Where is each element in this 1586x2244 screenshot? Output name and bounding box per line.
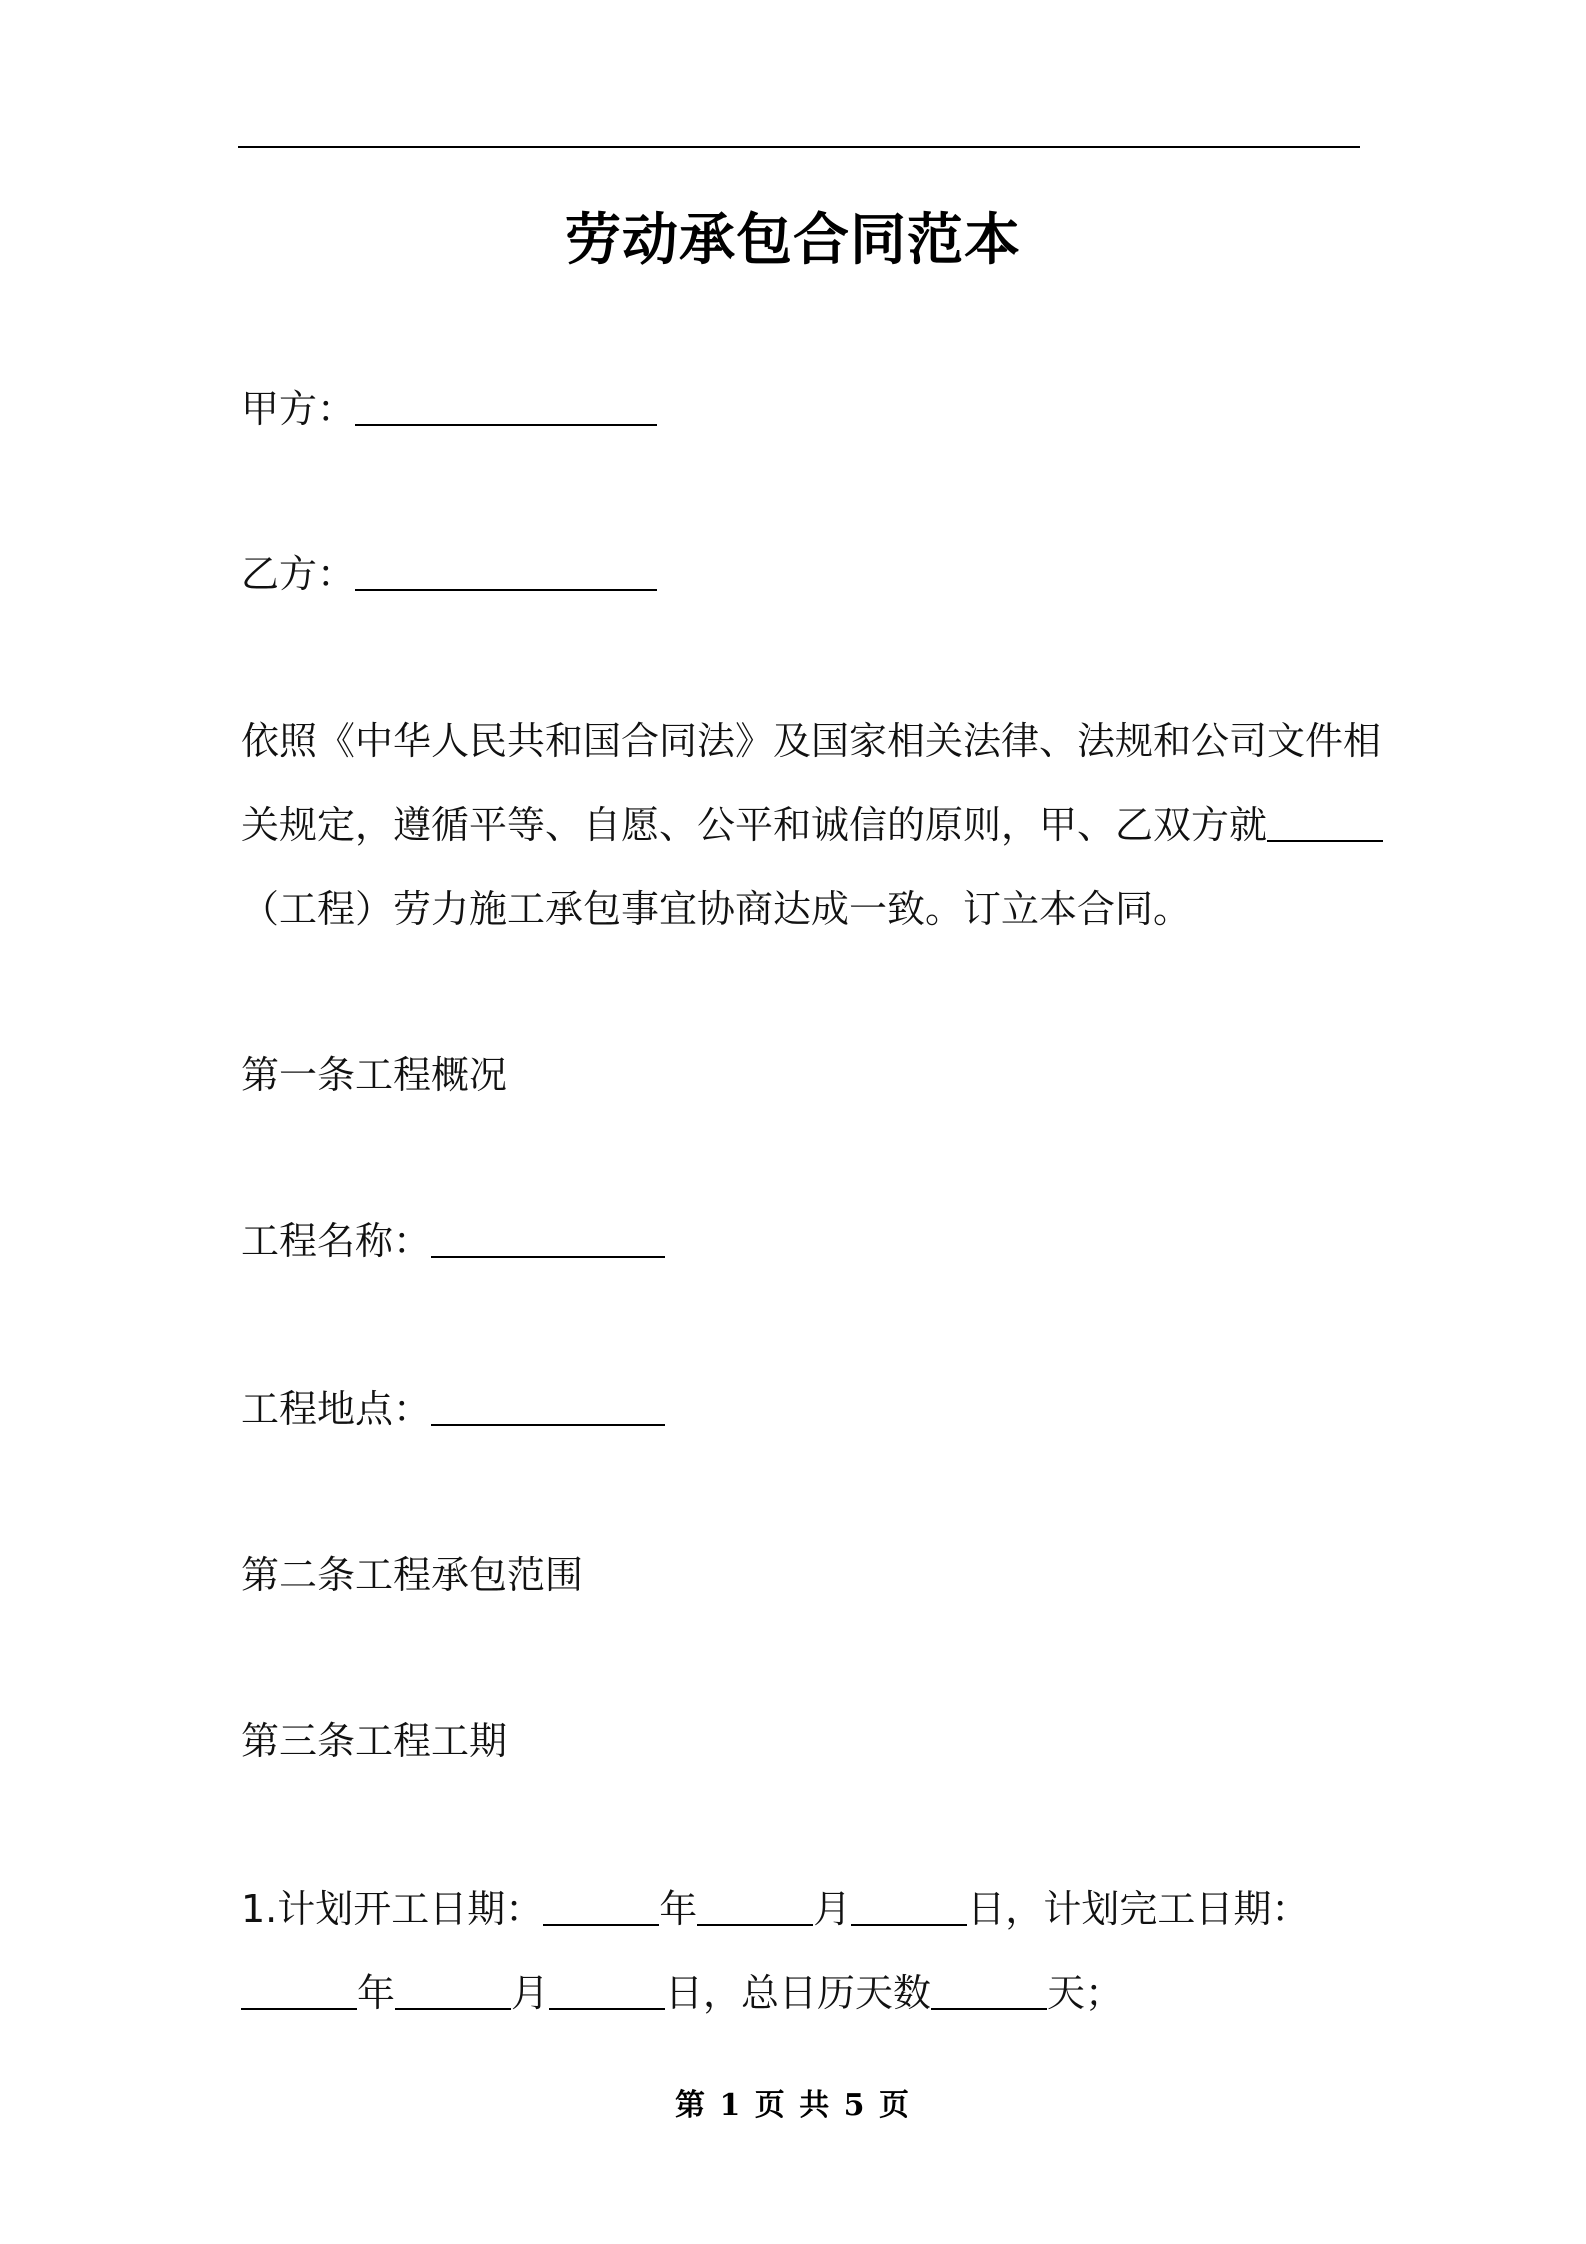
project-name-blank[interactable] [431, 1218, 665, 1258]
intro-text-1: 依照《中华人民共和国合同法》及国家相关法律、法规和公司文件相 [241, 719, 1382, 763]
page-footer: 第 1 页 共 5 页 [675, 2088, 911, 2123]
article2-heading-text: 第二条工程承包范围 [241, 1553, 584, 1597]
party-a-label: 甲方： [241, 387, 356, 431]
end-year-unit: 年 [357, 1971, 396, 2015]
intro-text-2: 关规定，遵循平等、自愿、公平和诚信的原则，甲、乙双方就 [241, 803, 1268, 847]
end-day-blank[interactable] [549, 1970, 665, 2010]
intro-line-2 [241, 796, 1361, 854]
party-a-blank[interactable] [355, 386, 657, 426]
party-b-line [241, 545, 1361, 603]
article1-heading-text: 第一条工程概况 [241, 1053, 508, 1097]
project-blank-inline[interactable] [1267, 802, 1383, 842]
project-name-line [241, 1212, 1361, 1270]
intro-line-3 [241, 880, 1361, 938]
project-location-label: 工程地点： [241, 1387, 432, 1431]
start-day-unit: 日， [967, 1887, 1044, 1931]
end-month-blank[interactable] [395, 1970, 511, 2010]
article3-heading-text: 第三条工程工期 [241, 1719, 508, 1763]
start-month-unit: 月 [813, 1887, 852, 1931]
intro-line-1 [241, 712, 1382, 770]
start-day-blank[interactable] [851, 1886, 967, 1926]
total-days-label: 日，总日历天数 [665, 1971, 932, 2015]
end-year-blank[interactable] [241, 1970, 357, 2010]
article3-heading [241, 1712, 1361, 1770]
party-b-label: 乙方： [241, 552, 356, 596]
document-title: 劳动承包合同范本 [565, 208, 1021, 273]
intro-text-3: （工程）劳力施工承包事宜协商达成一致。订立本合同。 [241, 887, 1192, 931]
party-a-line [241, 380, 1361, 438]
project-name-label: 工程名称： [241, 1219, 432, 1263]
header-rule [238, 146, 1360, 148]
article1-heading [241, 1046, 1361, 1104]
end-month-unit: 月 [511, 1971, 550, 2015]
project-location-blank[interactable] [431, 1386, 665, 1426]
end-date-label: 计划完工日期： [1043, 1887, 1310, 1931]
start-date-label: 1.计划开工日期： [241, 1887, 544, 1931]
days-unit: 天； [1047, 1971, 1124, 2015]
article2-heading [241, 1546, 1361, 1604]
project-location-line [241, 1380, 1361, 1438]
schedule-line-2 [241, 1964, 1361, 2022]
start-year-unit: 年 [659, 1887, 698, 1931]
schedule-line-1 [241, 1880, 1361, 1938]
total-days-blank[interactable] [931, 1970, 1047, 2010]
start-month-blank[interactable] [697, 1886, 813, 1926]
party-b-blank[interactable] [355, 551, 657, 591]
start-year-blank[interactable] [543, 1886, 659, 1926]
